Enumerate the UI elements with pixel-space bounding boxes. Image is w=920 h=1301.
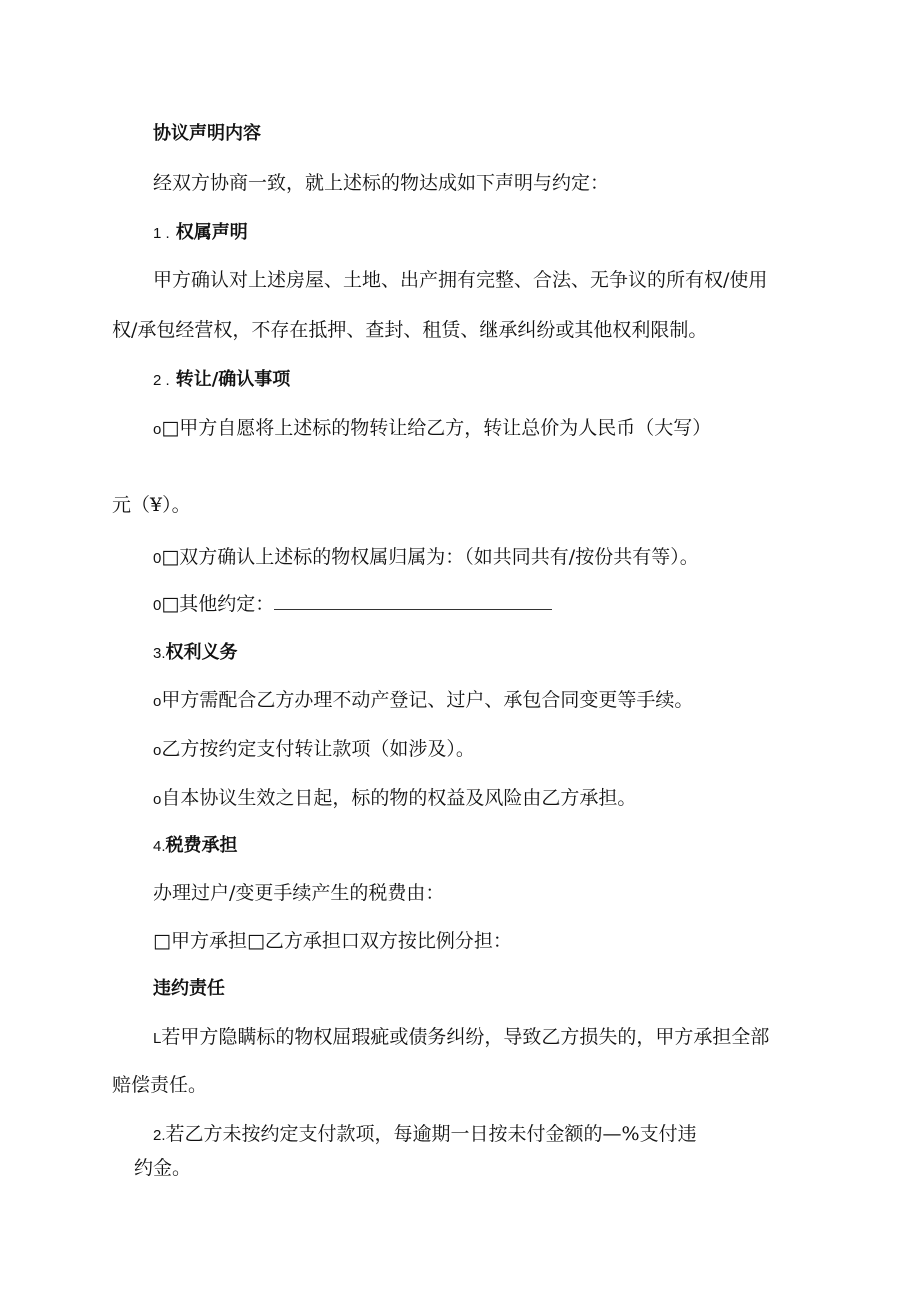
item-number: 2. [153, 1127, 166, 1144]
section-number: 4. [153, 838, 166, 855]
bullet-item [153, 737, 475, 763]
section-title: 转让/确认事项 [175, 369, 291, 390]
bullet-text: 自本协议生效之日起，标的物的权益及风险由乙方承担。 [161, 787, 637, 809]
bullet-text: 甲方需配合乙方办理不动产登记、过户、承包合同变更等手续。 [161, 689, 694, 711]
breach-heading: 违约责任 [153, 978, 225, 999]
section-number: 1 . [153, 225, 170, 242]
section-3-heading [153, 640, 238, 666]
section-title: 权属声明 [175, 222, 248, 243]
option-item [153, 545, 699, 571]
bullet-marker: o [153, 742, 162, 759]
paragraph-line: 元（¥）。 [112, 494, 191, 516]
paragraph-line: 办理过户/变更手续产生的税费由： [153, 882, 445, 904]
bullet-marker: o [153, 693, 162, 710]
bullet-marker: 0 [153, 597, 162, 614]
bullet-marker: o [153, 791, 162, 808]
option-item [153, 592, 552, 618]
numbered-item [153, 1122, 697, 1148]
paragraph-line: 赔偿责任。 [112, 1074, 208, 1096]
paragraph-line: □甲方承担□乙方承担口双方按比例分担： [153, 930, 512, 952]
section-heading: 协议声明内容 [153, 123, 261, 144]
bullet-marker: o [153, 421, 162, 438]
bullet-item [153, 786, 636, 812]
bullet-marker: 0 [153, 550, 162, 567]
blank-line [274, 593, 552, 610]
section-1-heading [153, 220, 248, 246]
option-item [153, 416, 711, 442]
numbered-item [153, 1025, 769, 1051]
section-number: 3. [153, 645, 166, 662]
option-text: □双方确认上述标的物权属归属为：（如共同共有/按份共有等）。 [161, 546, 699, 568]
paragraph-line: 约金。 [134, 1157, 192, 1179]
option-text: □其他约定： [161, 593, 275, 615]
item-text: 若甲方隐瞒标的物权屈瑕疵或债务纠纷，导致乙方损失的，甲方承担全部 [161, 1026, 770, 1048]
item-text: 若乙方未按约定支付款项，每逾期一日按未付金额的—%支付违 [165, 1123, 697, 1145]
section-title: 权利义务 [165, 642, 238, 663]
item-number: L [153, 1030, 162, 1047]
paragraph-line: 权/承包经营权，不存在抵押、查封、租赁、继承纠纷或其他权利限制。 [112, 319, 708, 341]
option-text: □甲方自愿将上述标的物转让给乙方，转让总价为人民币（大写） [161, 417, 712, 439]
bullet-item [153, 688, 693, 714]
section-2-heading [153, 367, 290, 393]
section-title: 税费承担 [165, 835, 238, 856]
paragraph-line: 甲方确认对上述房屋、土地、出产拥有完整、合法、无争议的所有权/使用 [153, 269, 768, 291]
section-4-heading [153, 833, 238, 859]
section-number: 2 . [153, 372, 170, 389]
intro-paragraph: 经双方协商一致，就上述标的物达成如下声明与约定： [153, 172, 610, 194]
bullet-text: 乙方按约定支付转让款项（如涉及）。 [161, 738, 475, 760]
